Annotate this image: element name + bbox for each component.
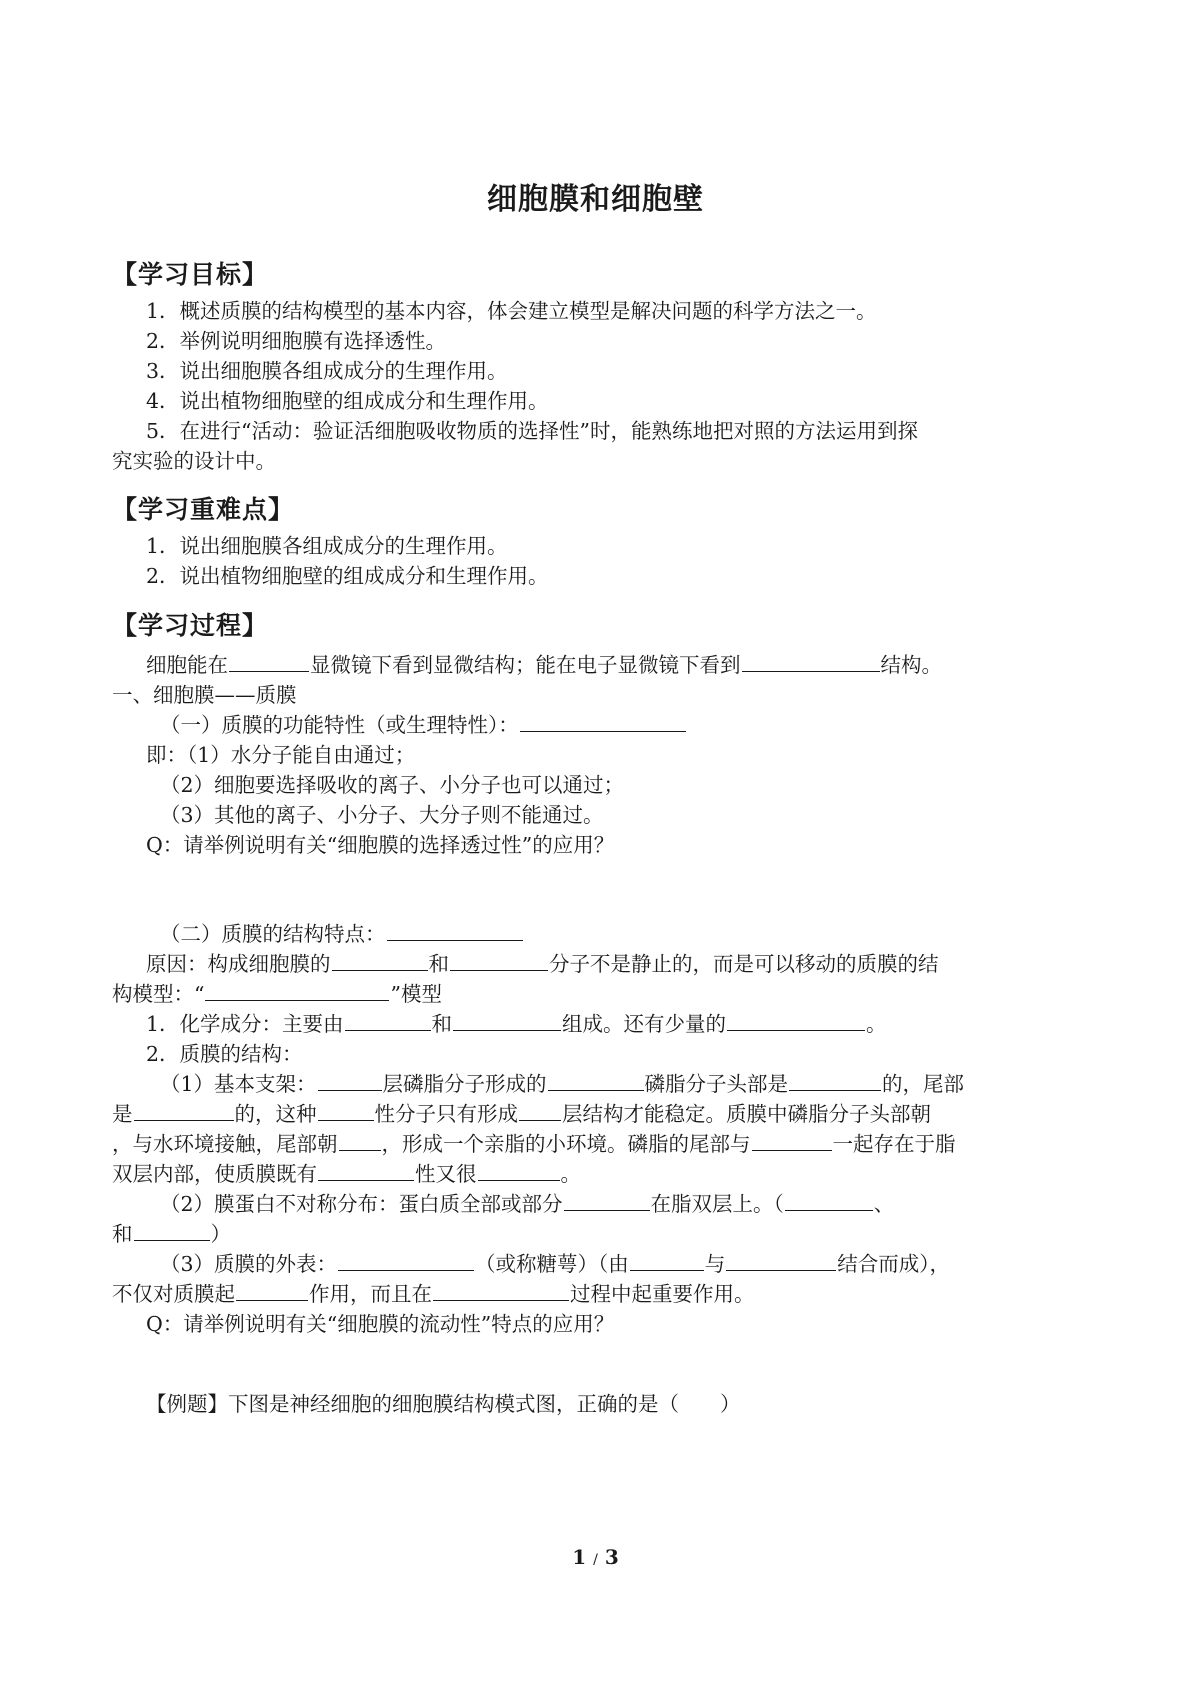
fill-blank[interactable] xyxy=(338,1250,474,1271)
text: 是 xyxy=(112,1102,133,1126)
text: 在脂双层上。（ xyxy=(650,1192,784,1216)
process-line xyxy=(160,1190,894,1218)
text: 一起存在于脂 xyxy=(832,1132,956,1156)
page-number xyxy=(0,1545,1191,1569)
key-point-item: 2．说出植物细胞壁的组成成分和生理作用。 xyxy=(146,564,549,588)
text: 作用，而且在 xyxy=(309,1282,432,1306)
text: ） xyxy=(210,1222,231,1246)
text: 层磷脂分子形成的 xyxy=(382,1072,547,1096)
fill-blank[interactable] xyxy=(520,711,686,732)
objective-item: 2．举例说明细胞膜有选择透性。 xyxy=(146,329,447,353)
process-line xyxy=(112,1220,231,1248)
fill-blank[interactable] xyxy=(134,1220,210,1241)
text: 的，这种 xyxy=(234,1102,317,1126)
fill-blank[interactable] xyxy=(564,1190,650,1211)
fill-blank[interactable] xyxy=(134,1100,234,1121)
fill-blank[interactable] xyxy=(742,651,880,672)
fill-blank[interactable] xyxy=(726,1250,836,1271)
fill-blank[interactable] xyxy=(332,950,428,971)
text: 细胞能在 xyxy=(146,653,228,677)
fill-blank[interactable] xyxy=(205,980,389,1001)
fill-blank[interactable] xyxy=(789,1070,881,1091)
current-page: 1 xyxy=(572,1545,587,1569)
text: 组成。还有少量的 xyxy=(562,1012,727,1036)
text: 和 xyxy=(428,952,449,976)
fill-blank[interactable] xyxy=(229,651,309,672)
fill-blank[interactable] xyxy=(519,1100,561,1121)
text: 性又很 xyxy=(415,1162,477,1186)
key-point-item: 1．说出细胞膜各组成成分的生理作用。 xyxy=(146,534,508,558)
fill-blank[interactable] xyxy=(727,1010,865,1031)
fill-blank[interactable] xyxy=(548,1070,644,1091)
text: ，与水环境接触，尾部朝 xyxy=(112,1132,338,1156)
text: （1）基本支架： xyxy=(160,1072,317,1096)
text: 。 xyxy=(560,1162,581,1186)
fill-blank[interactable] xyxy=(785,1190,873,1211)
text: 。 xyxy=(866,1012,887,1036)
process-line xyxy=(160,711,687,739)
process-line xyxy=(112,980,442,1008)
process-line xyxy=(112,1130,956,1158)
process-line xyxy=(160,920,524,948)
objective-item: 4．说出植物细胞壁的组成成分和生理作用。 xyxy=(146,389,549,413)
process-line xyxy=(146,1010,887,1038)
text: 性分子只有形成 xyxy=(374,1102,518,1126)
page-title: 细胞膜和细胞壁 xyxy=(487,182,704,217)
fill-blank[interactable] xyxy=(339,1130,381,1151)
text: （二）质膜的结构特点： xyxy=(160,922,386,946)
text: 双层内部，使质膜既有 xyxy=(112,1162,317,1186)
objective-item: 5．在进行“活动：验证活细胞吸收物质的选择性”时，能熟练地把对照的方法运用到探 xyxy=(146,419,919,443)
text: （2）膜蛋白不对称分布：蛋白质全部或部分 xyxy=(160,1192,563,1216)
process-line xyxy=(112,1100,931,1128)
fill-blank[interactable] xyxy=(453,1010,561,1031)
text: 和 xyxy=(112,1222,133,1246)
text: 和 xyxy=(431,1012,453,1036)
fill-blank[interactable] xyxy=(478,1160,560,1181)
text: 磷脂分子头部是 xyxy=(644,1072,789,1096)
objective-item: 1．概述质膜的结构模型的基本内容，体会建立模型是解决问题的科学方法之一。 xyxy=(146,299,877,323)
fill-blank[interactable] xyxy=(318,1100,374,1121)
text: 原因：构成细胞膜的 xyxy=(146,952,331,976)
text: 分子不是静止的，而是可以移动的质膜的结 xyxy=(549,952,939,976)
process-line: 2．质膜的结构： xyxy=(146,1042,303,1066)
fill-blank[interactable] xyxy=(433,1280,569,1301)
process-line: （3）其他的离子、小分子、大分子则不能通过。 xyxy=(160,803,604,827)
objectives-heading: 【学习目标】 xyxy=(112,260,269,289)
page-separator: / xyxy=(593,1552,598,1568)
key-points-heading: 【学习重难点】 xyxy=(112,495,295,524)
question: Q：请举例说明有关“细胞膜的流动性”特点的应用？ xyxy=(146,1312,615,1336)
total-pages: 3 xyxy=(604,1545,619,1569)
process-line xyxy=(112,1160,581,1188)
text: 的，尾部 xyxy=(882,1072,965,1096)
text: 1．化学成分：主要由 xyxy=(146,1012,344,1036)
objective-item: 究实验的设计中。 xyxy=(112,449,276,473)
text: 层结构才能稳定。质膜中磷脂分子头部朝 xyxy=(562,1102,931,1126)
text: ”模型 xyxy=(390,982,442,1006)
process-line xyxy=(160,1070,964,1098)
fill-blank[interactable] xyxy=(318,1160,414,1181)
process-line xyxy=(112,1280,755,1308)
objective-item: 3．说出细胞膜各组成成分的生理作用。 xyxy=(146,359,508,383)
example-question: 【例题】下图是神经细胞的细胞膜结构模式图，正确的是（ ） xyxy=(146,1392,741,1416)
fill-blank[interactable] xyxy=(345,1010,431,1031)
question: Q：请举例说明有关“细胞膜的选择透过性”的应用？ xyxy=(146,833,615,857)
text: 显微镜下看到显微结构；能在电子显微镜下看到 xyxy=(310,653,741,677)
text: （3）质膜的外表： xyxy=(160,1252,338,1276)
process-line: 即：（1）水分子能自由通过； xyxy=(146,743,416,767)
text: 构模型：“ xyxy=(112,982,205,1006)
fill-blank[interactable] xyxy=(752,1130,832,1151)
process-line xyxy=(160,1250,950,1278)
text: 、 xyxy=(873,1192,895,1216)
text: ，形成一个亲脂的小环境。磷脂的尾部与 xyxy=(381,1132,751,1156)
text: 结合而成）， xyxy=(837,1252,951,1276)
fill-blank[interactable] xyxy=(318,1070,382,1091)
process-heading: 【学习过程】 xyxy=(112,611,269,640)
fill-blank[interactable] xyxy=(236,1280,308,1301)
process-line: （2）细胞要选择吸收的离子、小分子也可以通过； xyxy=(160,773,625,797)
text: 过程中起重要作用。 xyxy=(570,1282,755,1306)
text: （或称糖萼）（由 xyxy=(475,1252,629,1276)
text: 与 xyxy=(704,1252,726,1276)
process-line xyxy=(146,651,942,679)
fill-blank[interactable] xyxy=(630,1250,704,1271)
fill-blank[interactable] xyxy=(450,950,548,971)
process-line xyxy=(146,950,939,978)
fill-blank[interactable] xyxy=(387,920,523,941)
text: （一）质膜的功能特性（或生理特性）： xyxy=(160,713,519,737)
text: 结构。 xyxy=(880,653,942,677)
section-title: 一、细胞膜——质膜 xyxy=(112,683,297,707)
text: 不仅对质膜起 xyxy=(112,1282,235,1306)
